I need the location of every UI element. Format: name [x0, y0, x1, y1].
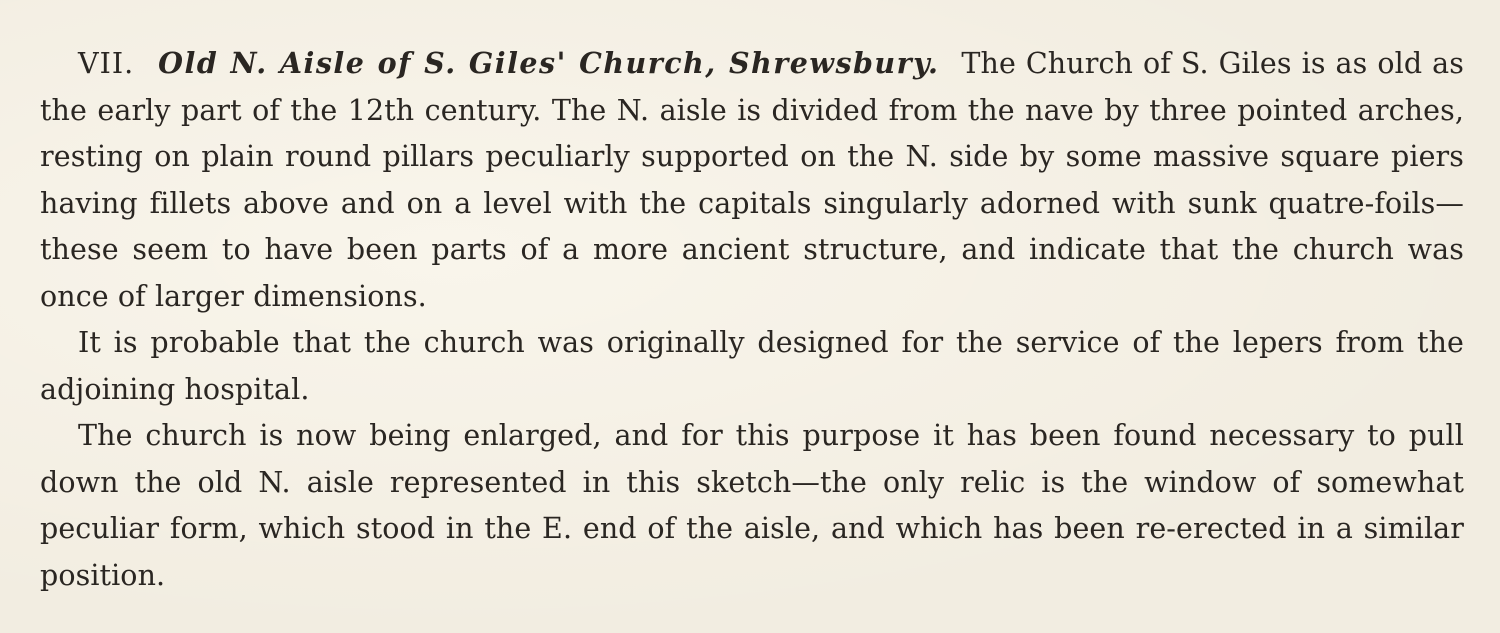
paragraph-lepers: It is probable that the church was originally designed for the service of the lepers from the adjoining hospital. — [40, 326, 1464, 406]
paragraph-intro — [40, 40, 1464, 320]
paragraph-1-text: The Church of S. Giles is as old as the early part of the 12th century. The N. aisle is divided from the nave by three pointed arches, resting on plain round pillars peculiarly supported on the N. side by some massive square piers having fillets above and on a level with the capitals singularly adorned with sunk quatre-foils—these seem to have been parts of a more ancient structure, and indicate that the church was once of larger dimensions. — [40, 47, 1465, 313]
section-title: Old N. Aisle of S. Giles' Church, Shrewsbury. — [158, 46, 940, 80]
section-numeral: VII. — [78, 47, 135, 80]
article-text — [40, 40, 1464, 599]
paragraph-enlargement: The church is now being enlarged, and for this purpose it has been found necessary to pull down the old N. aisle represented in this sketch—the only relic is the window of somewhat peculiar form, which stood in the E. end of the aisle, and which has been re-erected in a similar position. — [40, 419, 1464, 592]
